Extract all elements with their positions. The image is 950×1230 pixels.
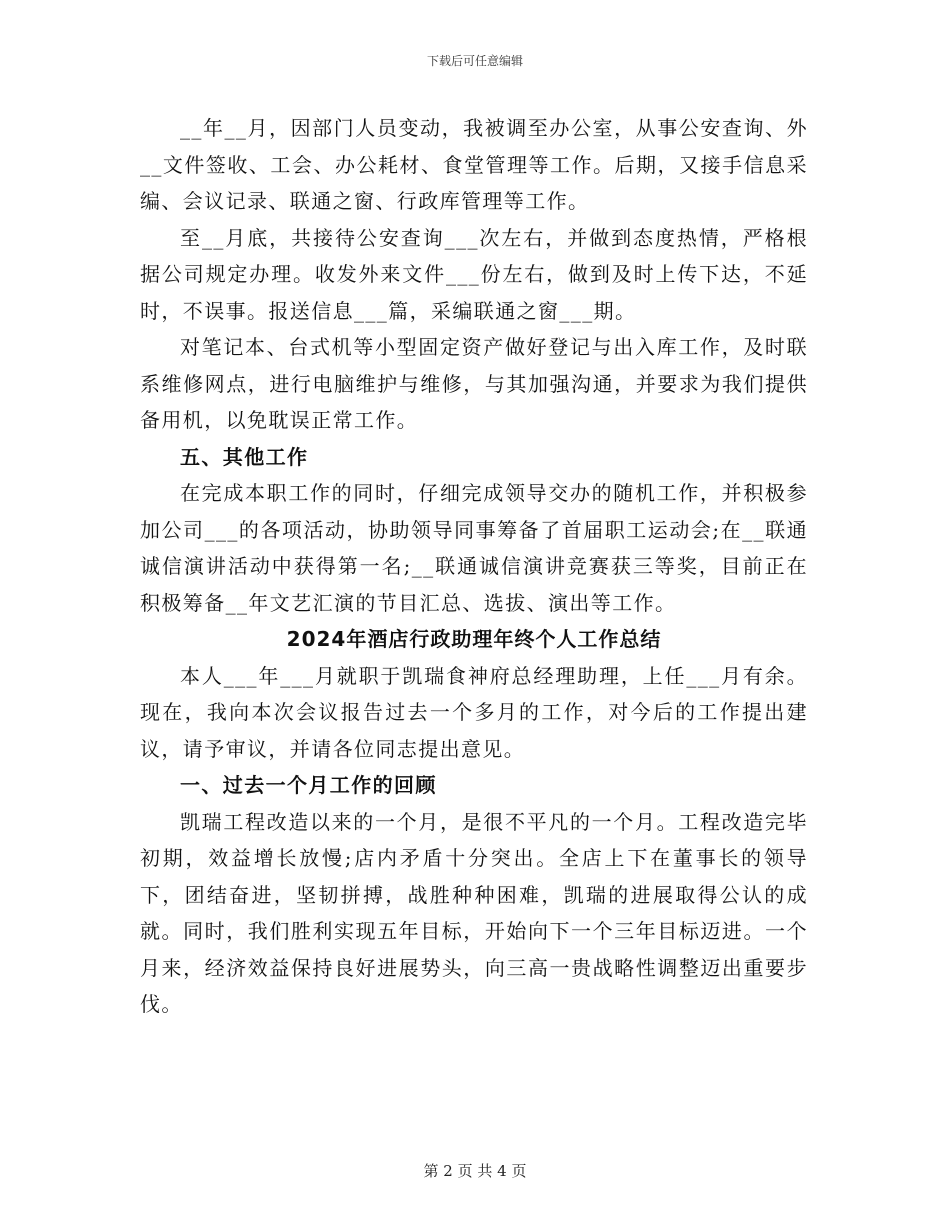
paragraph-asset-management: 对笔记本、台式机等小型固定资产做好登记与出入库工作，及时联系维修网点，进行电脑维护与维修，与其加强沟通，并要求为我们提供备用机，以免耽误正常工作。: [140, 335, 808, 432]
header-note: 下载后可任意编辑: [426, 54, 523, 68]
page-header: [0, 52, 950, 69]
paragraph-review: 凯瑞工程改造以来的一个月，是很不平凡的一个月。工程改造完毕初期，效益增长放慢;店内矛盾十分突出。全店上下在董事长的领导下，团结奋进，坚韧拼搏，战胜种种困难，凯瑞的进展取得公认的成就。同时，我们胜利实现五年目标，开始向下一个三年目标迈进。一个月来，经济效益保持良好进展势头，向三高一贵战略性调整迈出重要步伐。: [140, 809, 808, 1016]
page-number: 第 2 页 共 4 页: [423, 1162, 527, 1180]
document-title: 2024年酒店行政助理年终个人工作总结: [286, 627, 662, 651]
document-body: [140, 110, 808, 1023]
paragraph-work-statistics: 至__月底，共接待公安查询___次左右，并做到态度热情，严格根据公司规定办理。收发外来文件___份左右，做到及时上传下达，不延时，不误事。报送信息___篇，采编联通之窗___期。: [140, 225, 808, 323]
page-footer: [0, 1160, 950, 1181]
paragraph-introduction: 本人___年___月就职于凯瑞食神府总经理助理，上任___月有余。现在，我向本次会议报告过去一个多月的工作，对今后的工作提出建议，请予审议，并请各位同志提出意见。: [140, 663, 808, 761]
paragraph-other-work: 在完成本职工作的同时，仔细完成领导交办的随机工作，并积极参加公司___的各项活动，协助领导同事筹备了首届职工运动会;在__联通诚信演讲活动中获得第一名;__联通诚信演讲竞赛获三等奖，目前正在积极筹备__年文艺汇演的节目汇总、选拔、演出等工作。: [140, 481, 808, 615]
section-heading-other-work: 五、其他工作: [180, 444, 309, 469]
paragraph-office-duties: __年__月，因部门人员变动，我被调至办公室，从事公安查询、外__文件签收、工会、办公耗材、食堂管理等工作。后期，又接手信息采编、会议记录、联通之窗、行政库管理等工作。: [140, 116, 808, 213]
section-heading-review: 一、过去一个月工作的回顾: [180, 773, 437, 797]
